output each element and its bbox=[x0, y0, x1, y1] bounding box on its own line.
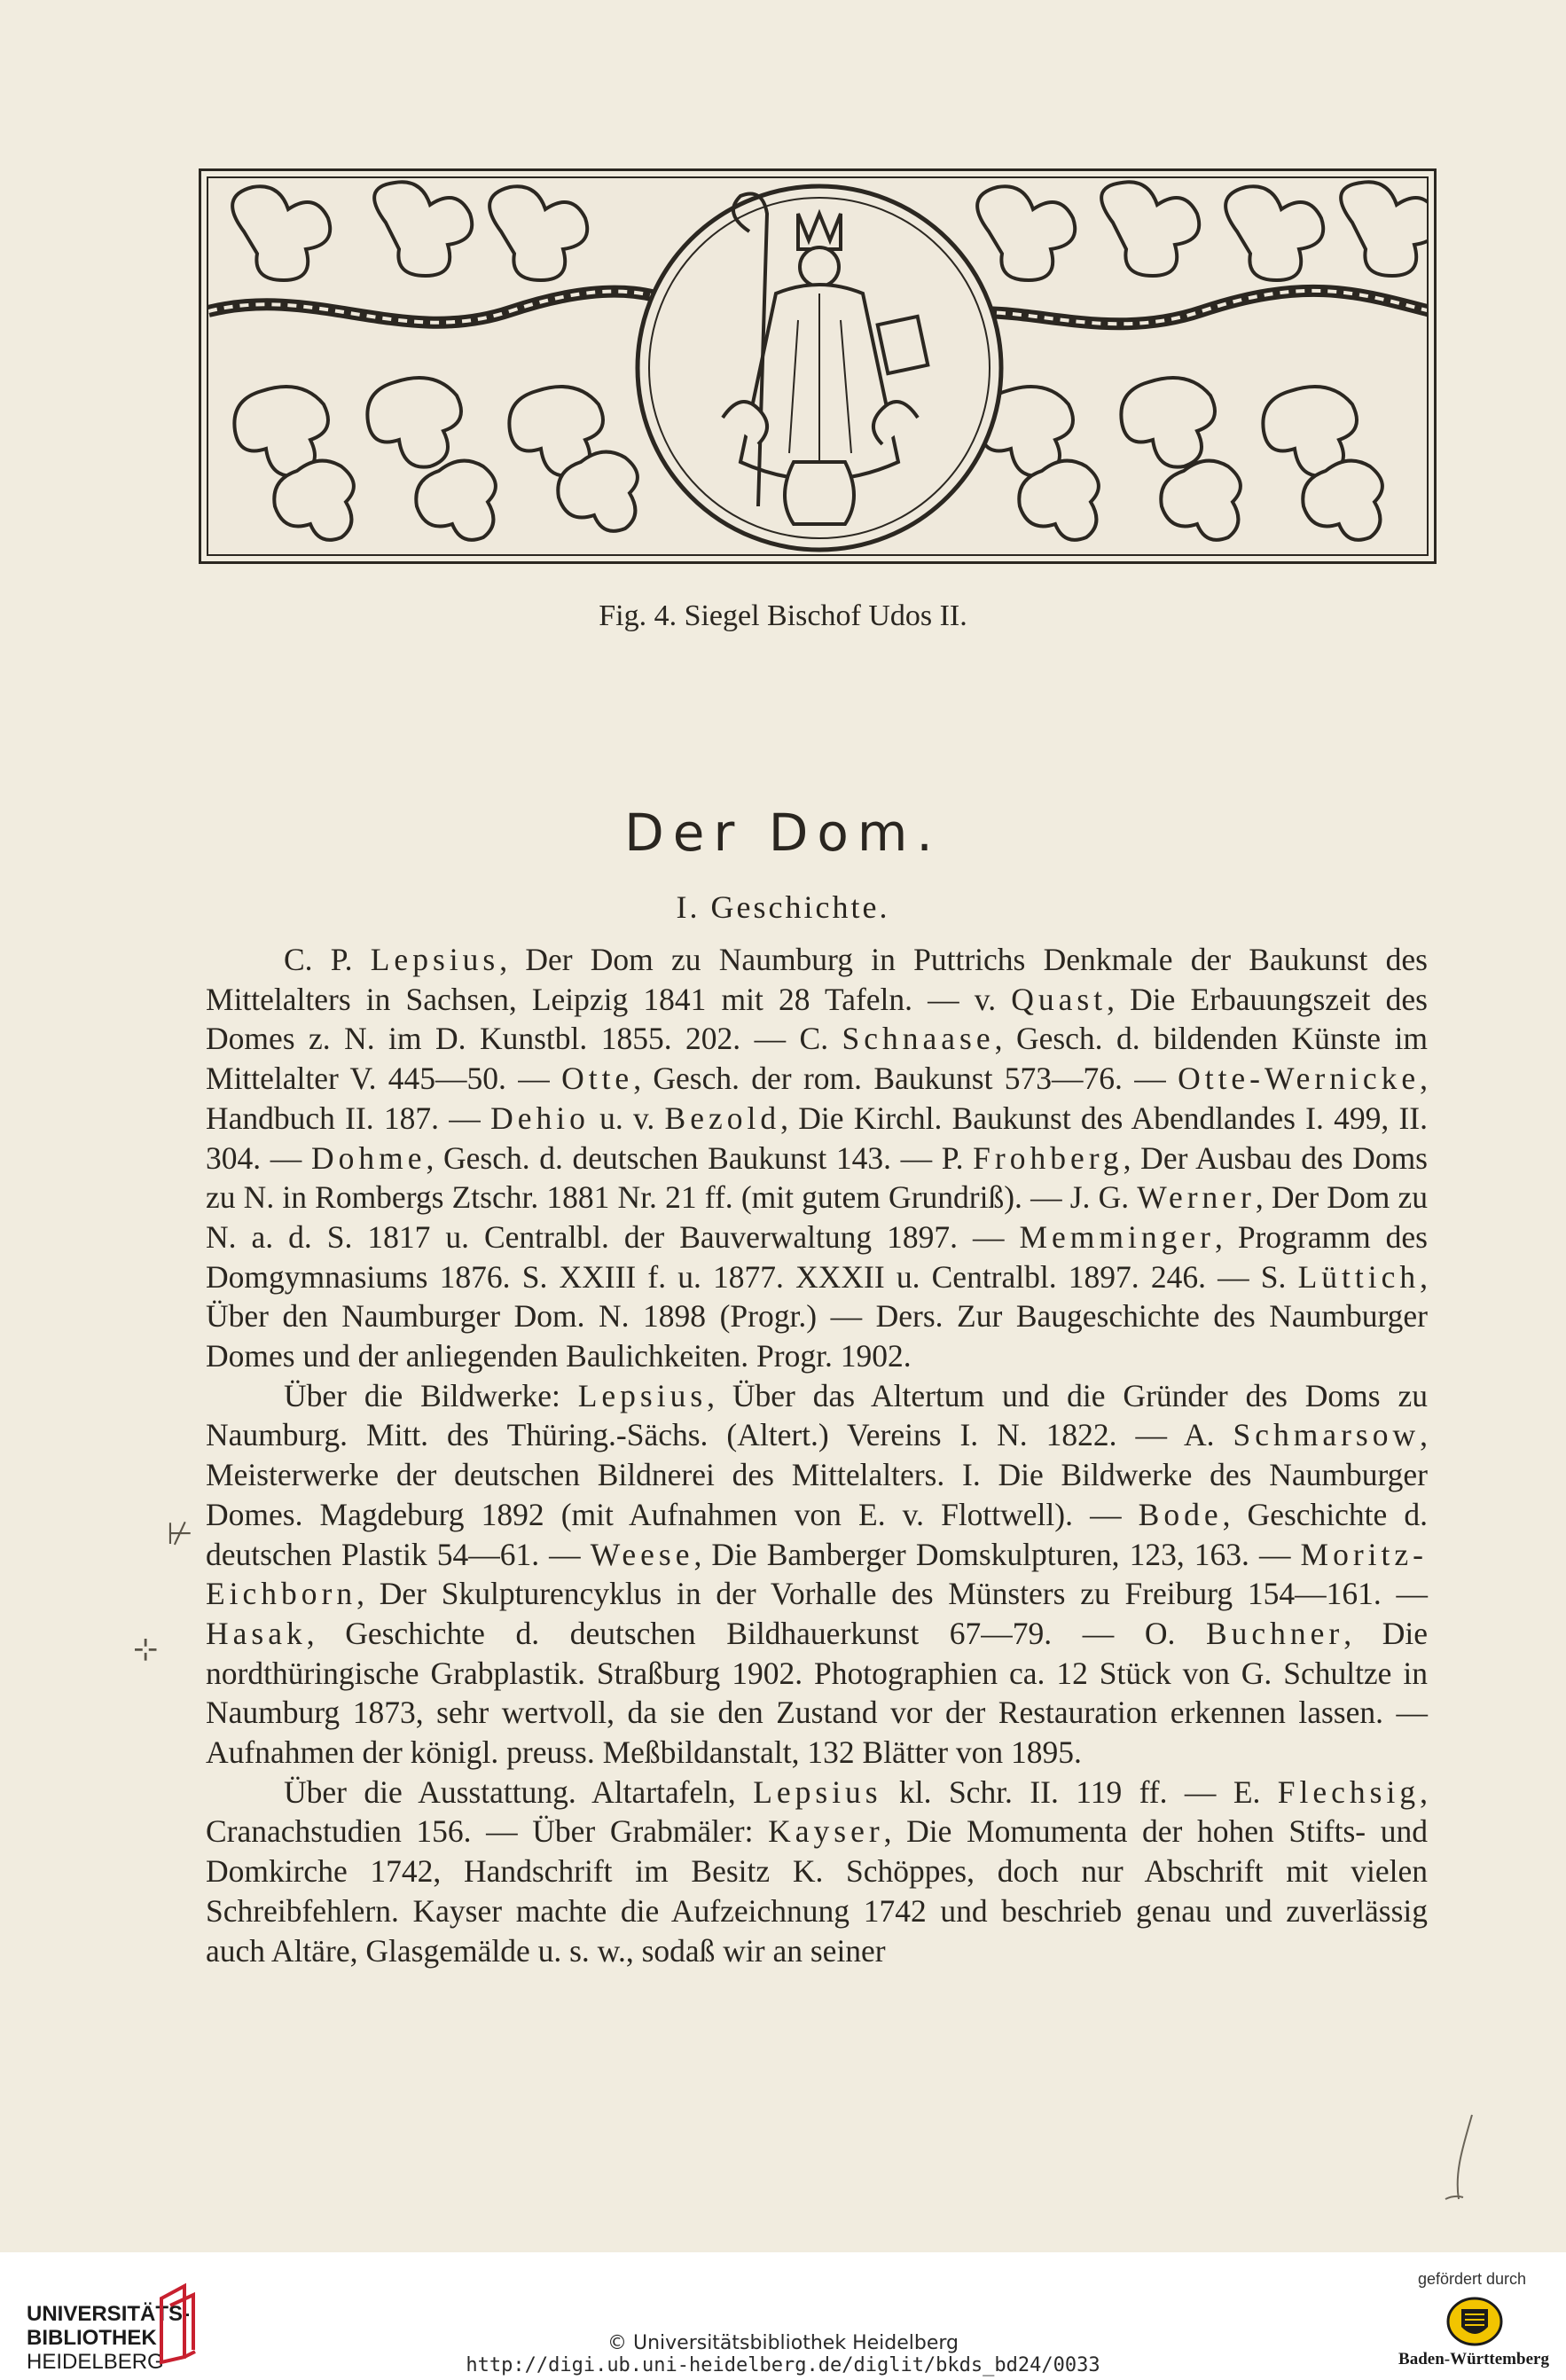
text-run: , Der Ausbau des Doms zu N. in Rombergs Ztschr. 1881 Nr. 21 ff. (mit gutem Grundriß). — J. G. bbox=[206, 1139, 1428, 1216]
text-run: , Cranachstudien 156. — Über Grabmäler: bbox=[206, 1773, 1428, 1850]
body-text bbox=[206, 940, 1428, 1970]
author-name: Memminger bbox=[1019, 1218, 1215, 1255]
text-run: , Gesch. d. bildenden Künste im Mittelalter V. 445—50. — bbox=[206, 1021, 1428, 1097]
paragraph-bibliography bbox=[206, 940, 1428, 1376]
text-run: , Gesch. d. deutschen Baukunst 143. — P. bbox=[426, 1139, 974, 1176]
text-run: , Der Skulpturencyklus in der Vorhalle des Münsters zu Freiburg 154—161. — bbox=[356, 1576, 1428, 1612]
text-run: , Die nordthüringische Grabplastik. Straßburg 1902. Photographien ca. 12 Stück von G. Schultze in Naumburg 1873, sehr wertvoll, da sie den Zustand vor der Restauration erkennen lassen. — Aufnahmen der königl. preuss. Meßbildanstalt, 132 Blätter von 1895. bbox=[206, 1615, 1428, 1771]
paragraph-bildwerke bbox=[206, 1376, 1428, 1773]
pencil-stroke-icon bbox=[1437, 2110, 1490, 2208]
text-run: , Über den Naumburger Dom. N. 1898 (Progr.) — Ders. Zur Baugeschichte des Naumburger Domes und der anliegenden Baulichkeiten. Progr. 1902. bbox=[206, 1258, 1428, 1374]
library-name-line: UNIVERSITÄTS- bbox=[27, 2302, 191, 2326]
state-coat-of-arms-icon bbox=[1426, 2293, 1523, 2350]
author-name: Otte bbox=[561, 1061, 634, 1097]
text-run: , Programm des Domgymnasiums 1876. S. XXIII f. u. 1877. XXXII u. Centralbl. 1897. 246. — S. bbox=[206, 1218, 1428, 1295]
author-name: Kayser bbox=[768, 1813, 884, 1850]
text-run: , Die Momumenta der hohen Stifts- und Domkirche 1742, Handschrift im Besitz K. Schöppes, doch nur Abschrift mit vielen Schreibfehlern. Kayser machte die Aufzeichnung 1742 und beschrieb genau und zuverlässig auch Altäre, Glasgemälde u. s. w., sodaß wir an seiner bbox=[206, 1813, 1428, 1969]
copyright-notice bbox=[0, 2332, 1566, 2376]
library-city-line: HEIDELBERG bbox=[27, 2350, 164, 2374]
figure-caption: Fig. 4. Siegel Bischof Udos II. bbox=[599, 599, 967, 632]
text-run: u. v. bbox=[589, 1100, 665, 1136]
text-run: Über die Bildwerke: bbox=[284, 1377, 578, 1413]
author-name: Lepsius bbox=[577, 1377, 708, 1413]
paragraph-ausstattung bbox=[206, 1773, 1428, 1971]
text-run: , Der Dom zu Naumburg in Puttrichs Denkmale der Baukunst des Mittelalters in Sachsen, Leipzig 1841 mit 28 Tafeln. — v. bbox=[206, 942, 1428, 1017]
text-run: Über die Ausstattung. Altartafeln, bbox=[284, 1773, 754, 1810]
author-name: Otte-Wernicke bbox=[1178, 1061, 1421, 1097]
faint-running-head bbox=[621, 105, 1082, 129]
text-run: , Gesch. der rom. Baukunst 573—76. — bbox=[633, 1061, 1178, 1097]
author-name: Buchner bbox=[1205, 1615, 1344, 1651]
author-name: Weese bbox=[590, 1536, 694, 1572]
author-name: Schnaase bbox=[842, 1021, 995, 1057]
funding-label: gefördert durch bbox=[1417, 2270, 1527, 2288]
author-name: Schmarsow bbox=[1233, 1417, 1421, 1453]
text-run: , Über das Altertum und die Gründer des Doms zu Naumburg. Mitt. des Thüring.-Sächs. (Altert.) Vereins I. N. 1822. — A. bbox=[206, 1377, 1428, 1453]
author-name: Hasak bbox=[206, 1615, 307, 1651]
copyright-text: © Universitätsbibliothek Heidelberg bbox=[607, 2332, 959, 2354]
text-run: , Geschichte d. deutschen Plastik 54—61. — bbox=[206, 1496, 1428, 1572]
author-name: Moritz-Eichborn bbox=[206, 1536, 1428, 1612]
section-heading: I. Geschichte. bbox=[676, 889, 890, 925]
margin-pencil-mark: ⊹ bbox=[133, 1632, 159, 1667]
text-run: , Die Bamberger Domskulpturen, 123, 163. — bbox=[693, 1536, 1301, 1572]
text-run: , Die Kirchl. Baukunst des Abendlandes I. 499, II. 304. — bbox=[206, 1100, 1428, 1176]
bishop-seal-icon bbox=[208, 178, 1429, 556]
text-run: , Geschichte d. deutschen Bildhauerkunst 67—79. — O. bbox=[306, 1615, 1206, 1651]
text-run: , Handbuch II. 187. — bbox=[206, 1061, 1428, 1136]
text-run: kl. Schr. II. 119 ff. — E. bbox=[881, 1773, 1278, 1810]
author-name: Dehio bbox=[490, 1100, 590, 1136]
text-run: , Die Erbauungszeit des Domes z. N. im D. Kunstbl. 1855. 202. — C. bbox=[206, 981, 1428, 1057]
author-name: Lepsius bbox=[370, 942, 500, 977]
author-name: Flechsig bbox=[1277, 1773, 1421, 1810]
author-name: Frohberg bbox=[973, 1139, 1124, 1176]
author-name: Werner bbox=[1137, 1179, 1256, 1216]
state-label: Baden-Württemberg bbox=[1398, 2350, 1549, 2368]
author-name: Bezold bbox=[664, 1100, 781, 1136]
source-url-link[interactable]: http://digi.ub.uni-heidelberg.de/diglit/bkds_bd24/0033 bbox=[466, 2354, 1100, 2376]
margin-pencil-mark: ⊬ bbox=[167, 1516, 193, 1552]
library-name-line: BIBLIOTHEK bbox=[27, 2326, 157, 2350]
author-name: Lepsius bbox=[753, 1773, 882, 1810]
text-run: , Meisterwerke der deutschen Bildnerei des Mittelalters. I. Die Bildwerke des Naumburger Domes. Magdeburg 1892 (mit Aufnahmen von E. v. Flottwell). — bbox=[206, 1417, 1428, 1532]
text-run: C. P. bbox=[284, 942, 371, 977]
text-run: , Der Dom zu N. a. d. S. 1817 u. Centralbl. der Bauverwaltung 1897. — bbox=[206, 1179, 1428, 1255]
author-name: Dohme bbox=[310, 1139, 427, 1176]
author-name: Lüttich bbox=[1297, 1258, 1421, 1295]
seal-illustration bbox=[207, 176, 1429, 556]
author-name: Quast bbox=[1011, 981, 1108, 1017]
page-title: Der Dom. bbox=[624, 802, 942, 863]
author-name: Bode bbox=[1138, 1496, 1223, 1532]
